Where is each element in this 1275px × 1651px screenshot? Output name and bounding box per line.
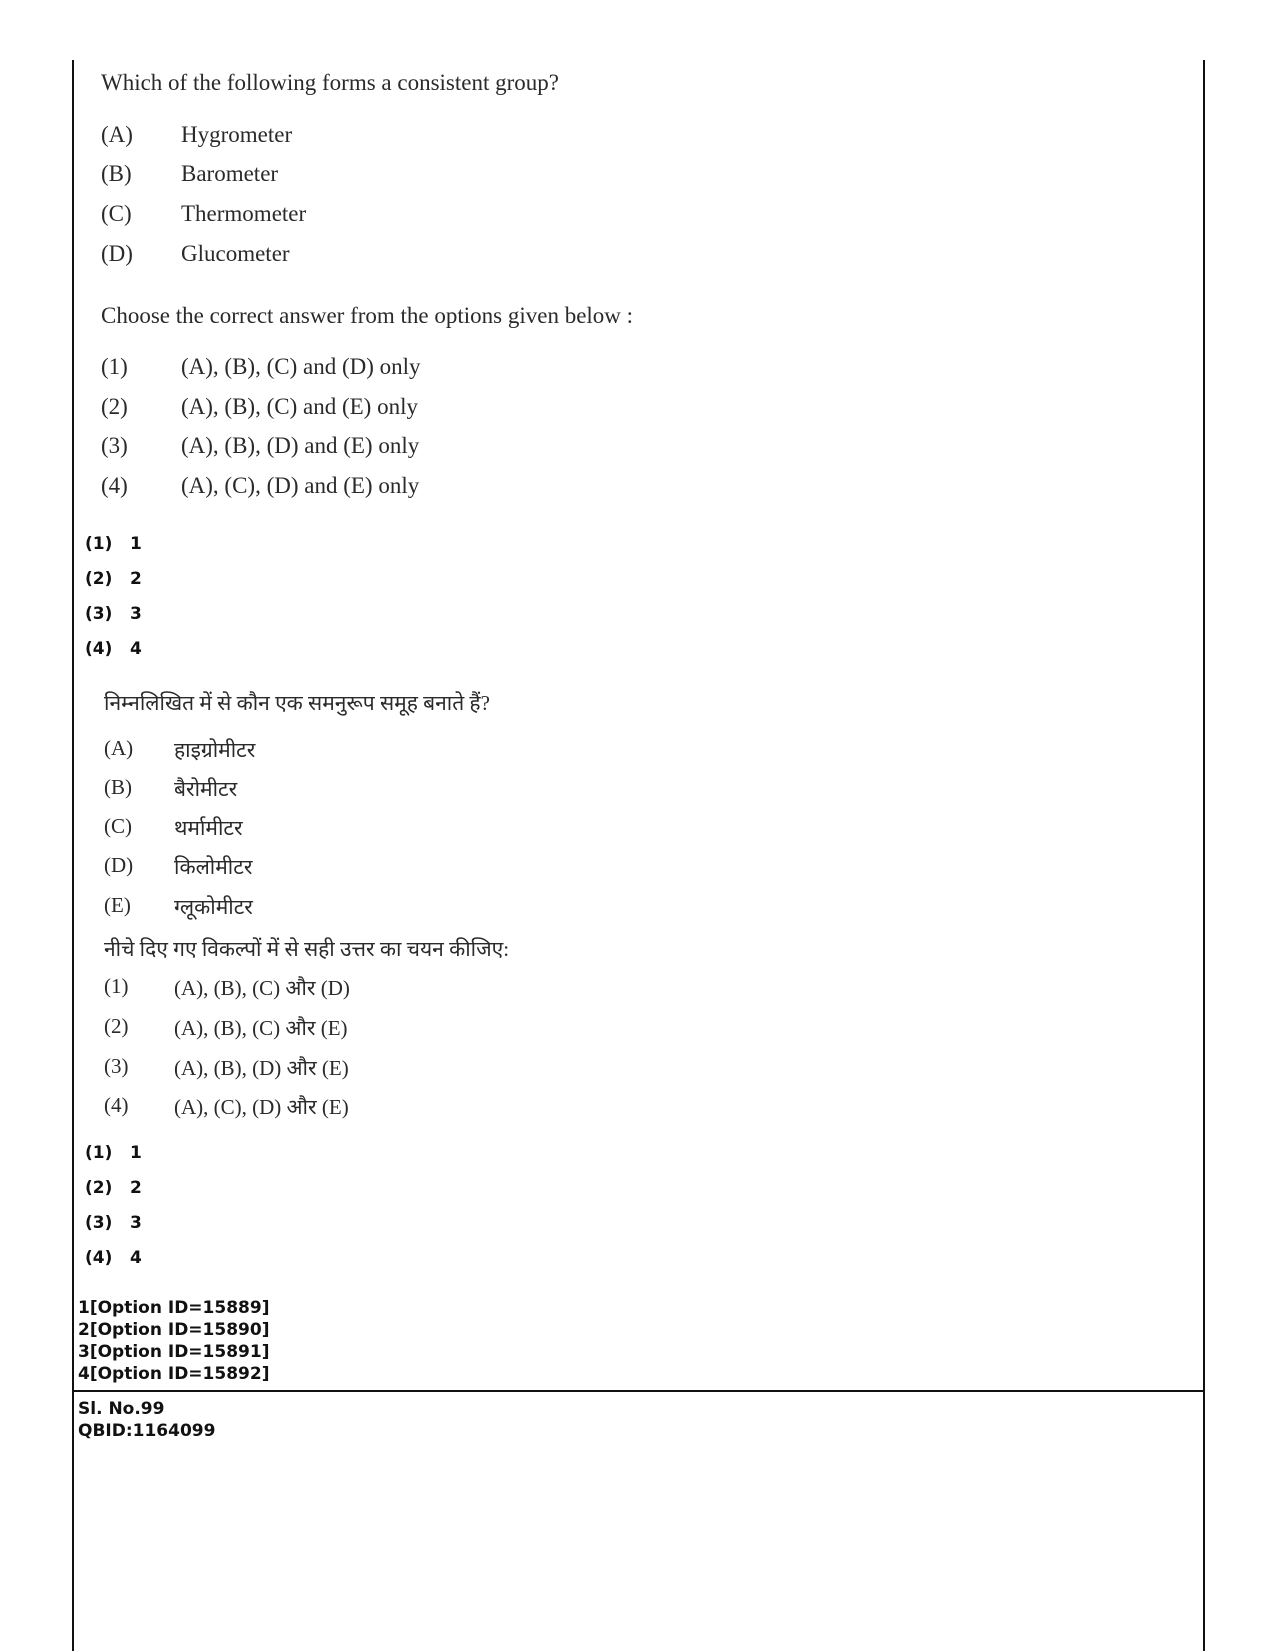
choice-row (101, 394, 418, 420)
answer-option[interactable] (85, 1143, 142, 1178)
choice-row (101, 433, 419, 459)
item-text: बैरोमीटर (174, 777, 238, 801)
answer-option-value: 3 (130, 604, 142, 624)
choice-row-hindi (104, 1014, 348, 1042)
item-text: थर्मामीटर (174, 816, 243, 840)
item-label: (B) (101, 161, 132, 186)
answer-option-value: 1 (130, 534, 142, 554)
choice-text: (A), (B), (C) और (E) (174, 1016, 348, 1040)
serial-number: Sl. No.99 (78, 1399, 165, 1419)
choice-row (101, 354, 421, 380)
item-row (101, 201, 306, 227)
item-text: किलोमीटर (174, 855, 253, 879)
answer-options-english (85, 534, 142, 674)
answer-option-label: (3) (85, 604, 113, 624)
choice-label: (3) (101, 433, 128, 458)
answer-option[interactable] (85, 534, 142, 569)
item-label: (D) (104, 853, 134, 877)
option-id: 2[Option ID=15890] (78, 1320, 270, 1340)
instruction-english: Choose the correct answer from the options given below : (101, 303, 634, 328)
answer-option-value: 2 (130, 569, 142, 589)
choice-text: (A), (B), (C) और (D) (174, 976, 350, 1000)
item-label: (A) (104, 736, 134, 760)
section-divider (73, 1390, 1204, 1392)
answer-option-value: 3 (130, 1213, 142, 1233)
item-label: (B) (104, 775, 132, 799)
answer-option[interactable] (85, 639, 142, 674)
answer-options-hindi (85, 1143, 142, 1283)
item-row (101, 122, 292, 148)
choice-label: (1) (104, 974, 129, 998)
item-row-hindi (104, 736, 255, 764)
item-row (101, 241, 290, 267)
question-meta (78, 1398, 215, 1442)
answer-option-value: 1 (130, 1143, 142, 1163)
item-row (101, 161, 278, 187)
answer-option-label: (3) (85, 1213, 113, 1233)
choice-label: (4) (101, 473, 128, 498)
choice-label: (2) (101, 394, 128, 419)
option-id-list (78, 1297, 269, 1385)
item-text: Thermometer (181, 201, 307, 226)
answer-option-label: (2) (85, 569, 113, 589)
item-text: Barometer (181, 161, 279, 186)
answer-option-value: 4 (130, 1248, 142, 1268)
item-text: Glucometer (181, 241, 290, 266)
option-id: 1[Option ID=15889] (78, 1298, 270, 1318)
choice-label: (4) (104, 1093, 129, 1117)
answer-option[interactable] (85, 569, 142, 604)
answer-option-label: (2) (85, 1178, 113, 1198)
answer-option-label: (1) (85, 1143, 113, 1163)
question-text-hindi: निम्नलिखित में से कौन एक समनुरूप समूह बनाते हैं? (104, 691, 490, 715)
item-text: ग्लूकोमीटर (174, 895, 253, 919)
choice-text: (A), (B), (C) and (D) only (181, 354, 421, 379)
answer-option-value: 2 (130, 1178, 142, 1198)
qbid: QBID:1164099 (78, 1421, 216, 1441)
item-label: (A) (101, 122, 133, 147)
choice-text: (A), (C), (D) और (E) (174, 1095, 349, 1119)
item-row-hindi (104, 814, 243, 842)
answer-option-label: (4) (85, 639, 113, 659)
choice-row-hindi (104, 1054, 349, 1082)
answer-option-label: (1) (85, 534, 113, 554)
choice-label: (1) (101, 354, 128, 379)
choice-text: (A), (C), (D) and (E) only (181, 473, 420, 498)
item-row-hindi (104, 775, 237, 803)
item-label: (E) (104, 893, 131, 917)
right-border (1203, 60, 1205, 1651)
choice-text: (A), (B), (D) और (E) (174, 1056, 349, 1080)
choice-label: (3) (104, 1054, 129, 1078)
answer-option[interactable] (85, 604, 142, 639)
choice-row-hindi (104, 1093, 349, 1121)
choice-row-hindi (104, 974, 350, 1002)
left-border (72, 60, 74, 1651)
question-text-english: Which of the following forms a consistent group? (101, 70, 559, 95)
choice-text: (A), (B), (D) and (E) only (181, 433, 420, 458)
item-label: (C) (101, 201, 132, 226)
option-id: 3[Option ID=15891] (78, 1342, 270, 1362)
option-id: 4[Option ID=15892] (78, 1364, 270, 1384)
answer-option[interactable] (85, 1178, 142, 1213)
choice-text: (A), (B), (C) and (E) only (181, 394, 418, 419)
item-label: (C) (104, 814, 132, 838)
choice-row (101, 473, 419, 499)
answer-option-label: (4) (85, 1248, 113, 1268)
item-label: (D) (101, 241, 133, 266)
item-text: हाइग्रोमीटर (174, 738, 256, 762)
answer-option[interactable] (85, 1248, 142, 1283)
instruction-hindi: नीचे दिए गए विकल्पों में से सही उत्तर का चयन कीजिए: (104, 937, 510, 961)
choice-label: (2) (104, 1014, 129, 1038)
item-text: Hygrometer (181, 122, 293, 147)
item-row-hindi (104, 853, 252, 881)
item-row-hindi (104, 893, 253, 921)
answer-option[interactable] (85, 1213, 142, 1248)
answer-option-value: 4 (130, 639, 142, 659)
